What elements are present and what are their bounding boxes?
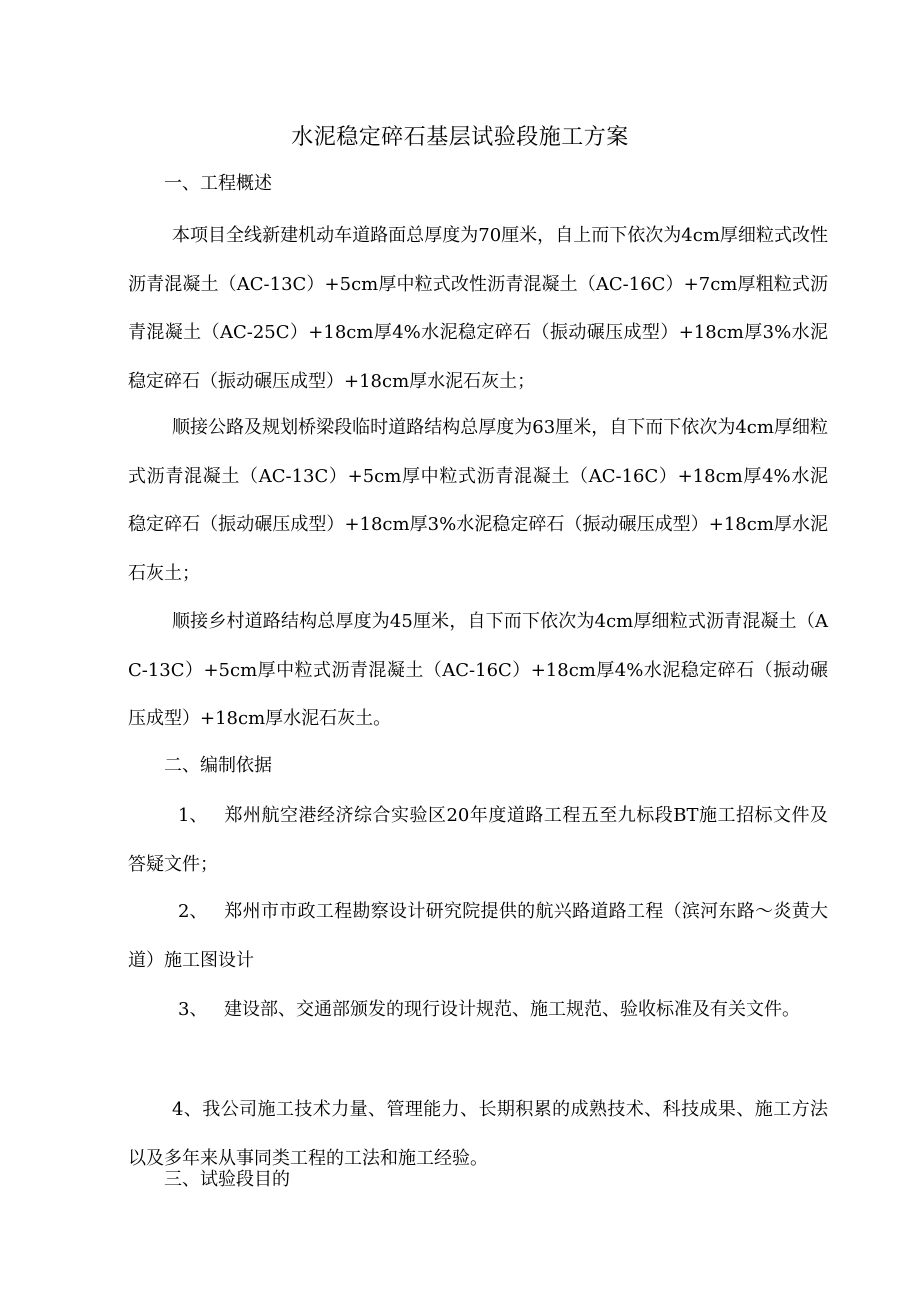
list-item-text: 建设部、交通部颁发的现行设计规范、施工规范、验收标准及有关文件。 bbox=[224, 999, 800, 1020]
list-item-basis-2 bbox=[128, 888, 828, 985]
list-item-number: 1、 bbox=[178, 805, 208, 826]
list-item-text: 郑州市市政工程勘察设计研究院提供的航兴路道路工程（滨河东路～炎黄大道）施工图设计 bbox=[128, 901, 828, 971]
list-item-basis-1 bbox=[128, 792, 828, 889]
list-item-basis-4: 4、我公司施工技术力量、管理能力、长期积累的成熟技术、科技成果、施工方法以及多年来从事同类工程的工法和施工经验。 bbox=[128, 1099, 828, 1169]
list-item-number: 3、 bbox=[178, 999, 208, 1020]
section-heading-overview: 一、工程概述 bbox=[164, 173, 272, 194]
paragraph-main-road-structure: 本项目全线新建机动车道路面总厚度为70厘米，自上而下依次为4cm厚细粒式改性沥青混凝土（AC-13C）+5cm厚中粒式改性沥青混凝土（AC-16C）+7cm厚粗粒式沥青混凝土（AC-25C）+18cm厚4%水泥稳定碎石（振动碾压成型）+18cm厚3%水泥稳定碎石（振动碾压成型）+18cm厚水泥石灰土； bbox=[128, 225, 828, 392]
paragraph-village-road-structure: 顺接乡村道路结构总厚度为45厘米，自下而下依次为4cm厚细粒式沥青混凝土（AC-13C）+5cm厚中粒式沥青混凝土（AC-16C）+18cm厚4%水泥稳定碎石（振动碾压成型）+18cm厚水泥石灰土。 bbox=[128, 611, 828, 730]
list-item-text: 郑州航空港经济综合实验区20年度道路工程五至九标段BT施工招标文件及答疑文件； bbox=[128, 805, 828, 875]
section-heading-basis: 二、编制依据 bbox=[164, 755, 272, 776]
paragraph-temporary-road-structure: 顺接公路及规划桥梁段临时道路结构总厚度为63厘米，自下而下依次为4cm厚细粒式沥青混凝土（AC-13C）+5cm厚中粒式沥青混凝土（AC-16C）+18cm厚4%水泥稳定碎石（振动碾压成型）+18cm厚3%水泥稳定碎石（振动碾压成型）+18cm厚水泥石灰土； bbox=[128, 417, 828, 584]
list-item-number: 2、 bbox=[178, 901, 208, 922]
document-title: 水泥稳定碎石基层试验段施工方案 bbox=[291, 125, 629, 150]
list-item-basis-3 bbox=[128, 986, 828, 1035]
section-heading-trial-purpose: 三、试验段目的 bbox=[164, 1169, 290, 1190]
